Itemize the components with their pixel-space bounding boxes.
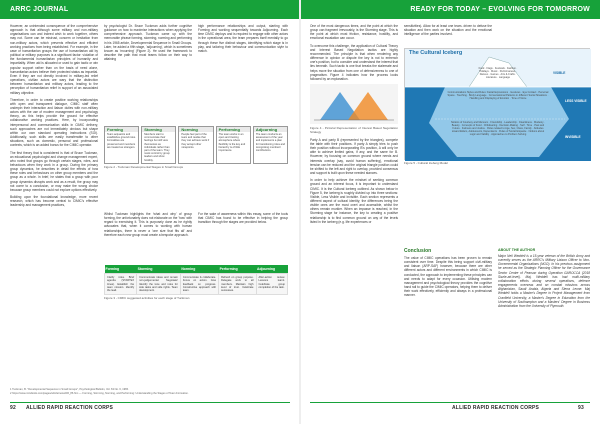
figure-caption: Figure 3 - CIMIC suggested activities for each stage of Tuckman: [104, 296, 190, 301]
figure-tuckman: [104, 124, 288, 210]
tuckman-stages: [104, 126, 288, 164]
stage-text: Members start to communicate their feelings but still view themselves as individuals rather than part of the team. They resist control by group leaders and show hostility.: [144, 133, 170, 162]
iceberg-title: The Cultural Iceberg: [409, 50, 463, 56]
negotiation-diagram: [310, 84, 398, 124]
conclusion-heading: Conclusion: [404, 248, 432, 254]
table-cell: Communicate & collaborate. Focus on action. Give feedback on progress. Constructive approach with team.: [180, 274, 218, 295]
paragraph: Therefore, in order to create positive working relationships with open and transparent dialogue, CIMIC staff often underpin their interaction and liaison duties with non-military actors with the use of modern management and psychology theory, as this helps provide the ground for effective collaborative working practices. Here, by incorporating interpersonal and communication skills in CIMIC delivery, such approaches are not immediately obvious but shape within our own standard operating instructions (SOI). Additionally, such skills are easily transferable to other situations, such as domestic, personal and professional contexts, which is an added bonus for the CIMIC operator.: [10, 97, 98, 148]
footnote: 2 https://www.mindtools.com/pages/article/newLDR_86.htm — Forming, Storming, Norming, and Performing: Understanding the Stages of Team Formation.: [10, 392, 189, 395]
stage-text: The team conducts an assessment of the year and implements a plan for transitioning roles and recognising members' contributions.: [255, 133, 285, 153]
footer-rule: [310, 402, 590, 403]
less-visible-words: Communications Styles and Rules: Facial Expressions · Gestures · Eye Contact · Personal Space · Touching · Body Language · Conversational Patterns in different Social Situations · Handling and Displaying of Emotion · Tone of Voice: [447, 91, 549, 101]
column-1: [10, 24, 98, 396]
footer-title-left: ALLIED RAPID REACTION CORPS: [26, 405, 114, 411]
paragraph: However, an unintended consequence of the comprehensive approach is that although some military and non-military organisations can and indeed wish to work together, others may not. Some can be mistrust, concern or hesitation from non-military actors, which prevents effective and efficient working practices from being established. For example, in the case of humanitarian groups the use of humanitarian aid by political or military purposes is a significant factor: violation of the fundamental humanitarian principles of humanity and impartiality. When aid is allocated or used to gain tactic or win popular support rather than on the basis of need alone, humanitarian actors believe their protected status as impartial. Even if they are not directly involved in military-led relief operations, civilian actors are wary that the distinction between humanitarian and military actors, leading to the perception of humanitarian relief in support of an associated military objective.: [10, 24, 98, 95]
stage-norming: [178, 126, 213, 164]
figure-caption: Figure 4 - Pictorial Representation of Interest Based Negotiation Strategy: [310, 126, 398, 134]
label-less-visible: LESS VISIBLE: [565, 99, 587, 103]
cultural-iceberg: [404, 48, 590, 160]
table-cell: After-action review. Lessons learnt. Celebrate group completion of the task.: [256, 274, 288, 295]
stage-forming: [104, 126, 139, 164]
table-header: Storming: [137, 265, 181, 274]
stage-text: Team acquaints and establishes ground rules. Formalities are preserved and members are treated as strangers.: [107, 133, 136, 149]
paragraph: Whilst Tuckman highlights the 'what and why' of group forming, the unfortunately does not elaborate on the 'how' with regard to exercising it. This is purposely done as he rightly advocates that, when it comes to working with human relationships, there is never a 'one size that fits all' and therefore each new group must create a bespoke approach.: [104, 212, 192, 237]
paragraph: In order to help achieve the mindset of seeking common ground and an interest focus, it is important to understand CIMIC. It is the Cultural Iceberg outlined. As shown below in Figure 5, the iceberg is roughly divided up into three sections: Visible, Less Visible and Invisible. Each section represents a different aspect of cultural identity; the differences being the visible ones are the most overt and accessible, whilst the others remain murkier. When an impasse is reached, in the Storming stage for instance, the key to creating a positive relationship is to find common ground on any of the levels listed in the iceberg (e.g. life experiences or: [310, 178, 398, 224]
column-2-top: [104, 24, 192, 124]
author-heading: ABOUT THE AUTHOR: [498, 248, 536, 252]
paragraph: sensitivities). Allow for at least one team- driven to defuse the situation and then work on the situation and the emotional intelligence of the parties involved.: [404, 24, 492, 37]
label-visible: VISIBLE: [553, 71, 566, 75]
paragraph: The value of CIMIC operations has been proven to remain consistent over time. Despite this being support civil-military and liaison (ARP-SAF) however, because there are other different actors and different environments in which CIMIC is conducted, the approach to implementing these principles can and needs to adapt for every occasion. Utilising modern management and psychological theory provides the cognitive hand rail to guide the CIMIC operators, helping them to deliver their work effectively, efficiently and always in a professional manner.: [404, 256, 492, 298]
cimic-activities-table: [104, 265, 288, 295]
figure-caption: Figure 5 - Cultural Iceberg Model: [404, 161, 448, 165]
footnote: 1 Tuckman, B. "Developmental Sequence in Small Groups", Psychological Bulletin, Vol. 63 No. 6, 1965.: [10, 388, 129, 391]
footer-title-right: ALLIED RAPID REACTION CORPS: [452, 405, 540, 411]
page-number-right: 93: [578, 405, 584, 411]
stage-title: Forming: [105, 127, 138, 132]
paragraph: To overcome this challenge, the application of Cultural Theory and Interest Based Negotiation tactics are highly recommended. The principle is that when rendering any difference in opinion or dispute the key is not to entrench one's position, but to consider and understand the interest that lies beneath. Such tactic is one that breaks the stalemate and helps move the situation from one of defensiveness to one of pragmatism. Figure 4 indicates how the process looks followed by an explanation.: [310, 43, 398, 81]
header-left: ARRC JOURNAL: [0, 0, 300, 19]
figure-caption: Figure 2 - Tuckman Developmental Stages in Small Groups: [104, 164, 184, 169]
table-cell: Communicate ideas and remain non-judgemental. Negotiate! Identify the tone and rules for side tasks and side rights. Team development.: [137, 274, 181, 295]
stage-adjourning: [253, 126, 288, 164]
column-3-top: [198, 24, 288, 124]
column-3-bottom: [198, 212, 288, 264]
stage-text: The team works in an open and trusting atmosphere where flexibility is the key and hierarchy is of little importance.: [218, 133, 246, 153]
figure-iceberg: [404, 48, 590, 170]
page-number-left: 92: [10, 405, 16, 411]
header-right: READY FOR TODAY – EVOLVING FOR TOMORROW: [301, 0, 600, 19]
paragraph: by psychologist Dr. Bruce Tuckman adds further cognitive guidance on how to maximise interactions when applying the comprehensive approach. Tuckman came up with the memorable phrase forming, storming, norming and performing in his 1965 article, Developmental Sequence in Small Groups. Later, he added a fifth stage, 'adjourning', which is sometimes known as 'mourning' (Figure 2). He used the framework to describe the path that most teams follow on their way to attaining: [104, 24, 192, 62]
column-6-bottom: [498, 248, 590, 398]
stage-title: Performing: [217, 127, 250, 132]
table-header: Adjourning: [256, 265, 288, 274]
table-header: Performing: [219, 265, 256, 274]
paragraph: high performance relationships and output, starting with Forming and working sequentially towards Adjourning. Each time CIMIC deploys and is required to engage with other actors in the operational area, the team prepares itself mentally to go through these five distinct stages, identifying which stage is in play, and tailoring their behaviour and communication style to match.: [198, 24, 288, 53]
column-5-bottom: [404, 248, 492, 398]
label-invisible: INVISIBLE: [565, 135, 581, 139]
stage-title: Storming: [142, 127, 175, 132]
paragraph: One of the most dangerous times, and the point at which the group can fragment irrevocably, is the Storming stage. This is the point at which most friction, resistance, hostility, and emotional escalation can occur.: [310, 24, 398, 41]
paragraph: For the sake of awareness within this essay, some of the tools that CIMIC has found to be effective in helping the group transition through the stages are provided below.: [198, 212, 288, 225]
figure-cimic-table: [104, 262, 288, 374]
footer-rule: [10, 402, 290, 403]
visible-words: Food · Flags · Festivals · Fashion · Holidays · Music · Performances · Dances · Games · Arts & Crafts · Literature · Language: [478, 67, 518, 80]
stage-text: People feel part of the team and realise that they can achieve work if they accept other viewpoints.: [181, 133, 210, 149]
paragraph: Building upon the foundational knowledge, more recent research, which has become central to CIMIC's effective leadership and management practices,: [10, 195, 98, 208]
column-2-bottom: [104, 212, 192, 264]
paragraph: The first theory that is considered is that of Bruce Tuckman, an educational psychologist and change management expert, who noted that groups go through certain stages, roles, and behaviours when they work in a group. During the primary group dynamics, he describes in detail the effects of how these roles and behaviours on other group members and the group as a whole. In brief, he states that a group with poor group dynamics disrupts work and as a result, the group may not come to a conclusion, or may make the wrong choice because group members could not explore options effectively.: [10, 150, 98, 192]
iceberg-graphic: [405, 49, 591, 161]
stage-performing: [216, 126, 251, 164]
column-4: [310, 24, 398, 396]
invisible-words: Notions of Courtesy and Manners · Friendship · Leadership · Cleanliness · Modesty · Beauty · Concepts of Food · Childrearing · Decision-Making · Self · Time · Past and Future · Fairness and Justice · Roles related to Age, Sex, Class, Family · Attitudes toward Elders, Adolescents, Dependents · Rules of Social Etiquette · Notions about Logic and Validity · Approaches to Problem Solving: [450, 121, 546, 137]
table-header: Norming: [180, 265, 218, 274]
page-gutter: [299, 0, 301, 424]
table-cell: Clarify roles. Brief agenda (STARTEX times). Establish the team mission. Identify the lead.: [105, 274, 137, 295]
paragraph: Party A and party B (represented by the triangles), compete the table with their positions. If party A simply tries to push their position without incorporating B's position, A will only be able to achieve limited gains, if any, and the same for B. However, by focusing on common ground where needs and interests overlap (say, avoid human suffering), emotional tension can be reduced and the original triangle position could be shifted to the left and right to overlap, provided consensus and support is built upon these needed stances.: [310, 137, 398, 176]
stage-title: Adjourning: [254, 127, 287, 132]
author-bio: Major Neil Weddell is a 15-year veteran of the British Army and currently serves as the ARRC's Military Liaison Officer to Non-Governmental Organisations (NGO). In his previous assignment he served as the Strategic Planning Officer for the Governance Sector Centre of Pearson during Operation GAROCCA (2018 Sizzle-art-level). Maj. Weddell has had multi-military collaboration efforts during several operations, defence engagements overseas and on combat missions across Afghanistan, Saudi Arabia, Algeria and Sierra Leone. Maj Weddell holds a Master's Degree in Project Management from Cranfield University, a Master's Degree in Education from the University of Southampton and a Masters' Degree in Business Administration from the University of Plymouth.: [498, 254, 590, 308]
table-header: Forming: [105, 265, 137, 274]
stage-storming: [141, 126, 176, 164]
table-cell: Refresh on group purpose. Delegate work to all members. Maintain high level of trust. Celebrate successes.: [219, 274, 256, 295]
stage-title: Norming: [179, 127, 212, 132]
